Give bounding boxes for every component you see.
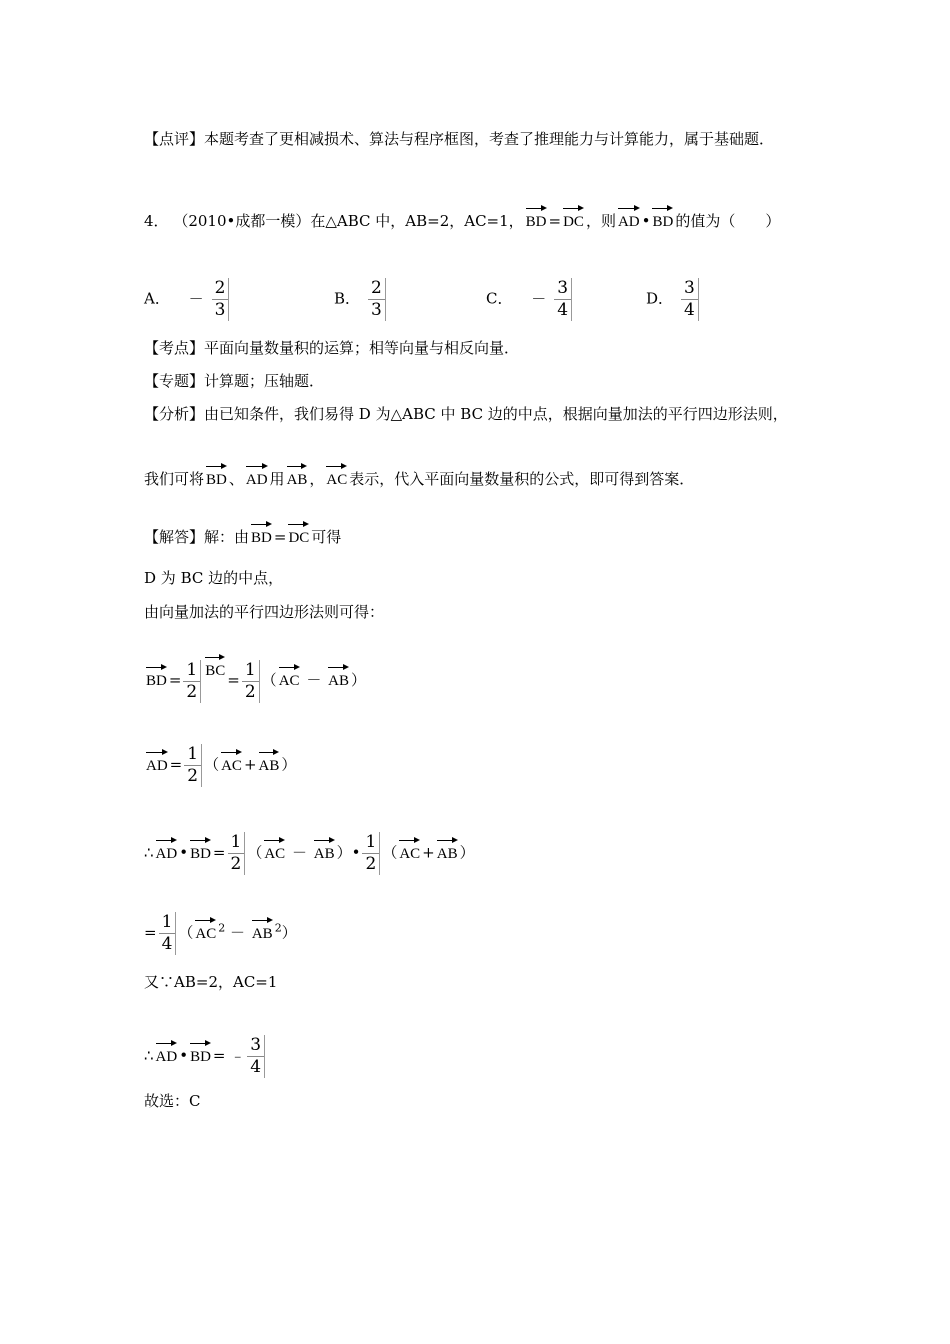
equation-product <box>144 832 475 875</box>
fenxi-text: 我们可将 <box>144 470 205 488</box>
option-d[interactable] <box>646 278 701 321</box>
vector-ac: AC <box>279 665 300 691</box>
right-paren: ） <box>281 755 297 774</box>
option-c[interactable] <box>486 278 574 321</box>
jieda-line <box>144 522 341 548</box>
option-letter: C． <box>486 289 513 308</box>
question-stem-b: ，则 <box>585 212 616 230</box>
option-fraction: $\frac{3}{4}$ <box>681 278 699 321</box>
option-fraction: $\frac{2}{3}$ <box>368 278 386 321</box>
fraction-quarter: $\frac{1}{4}$ <box>159 912 177 955</box>
right-paren: ） <box>281 923 297 942</box>
vector-bd: BD <box>190 1041 211 1067</box>
fraction-half: $\frac{1}{2}$ <box>228 832 246 875</box>
given-line <box>144 972 277 992</box>
square-exponent: 2 <box>274 921 282 935</box>
answer-line: 故选：C <box>144 1092 201 1110</box>
zhuanti-line <box>144 371 324 391</box>
plus-sign: + <box>243 755 257 774</box>
therefore-sign: ∴ <box>144 843 154 862</box>
vector-ad: AD <box>156 838 178 864</box>
fenxi-text: ， <box>309 470 325 488</box>
left-paren: （ <box>382 843 398 862</box>
vector-ab: AB <box>259 750 280 776</box>
vector-ac: AC <box>326 464 347 490</box>
given-text: AB=2，AC=1 <box>174 973 278 991</box>
left-paren: （ <box>247 843 263 862</box>
kaodian-text: 平面向量数量积的运算；相等向量与相反向量． <box>204 339 520 357</box>
option-fraction: $\frac{3}{4}$ <box>554 278 572 321</box>
equals-sign: = <box>273 528 287 546</box>
comment-label: 【点评】 <box>144 130 205 148</box>
vector-ac: AC <box>195 918 216 944</box>
equals-sign: = <box>212 843 226 862</box>
fenxi-text: 用 <box>269 470 285 488</box>
left-paren: （ <box>178 923 194 942</box>
option-letter: A． <box>144 289 170 308</box>
option-letter: D． <box>646 289 674 308</box>
vector-ad: AD <box>618 206 640 232</box>
equals-sign: = <box>168 671 182 689</box>
vector-bd: BD <box>190 838 211 864</box>
left-paren: （ <box>261 671 277 689</box>
question-source: （2010•成都一模） <box>173 212 311 230</box>
vector-ab: AB <box>287 464 308 490</box>
equation-bd <box>144 655 366 703</box>
right-paren: ） <box>350 671 366 689</box>
equals-sign: = <box>548 212 562 230</box>
fraction-half: $\frac{1}{2}$ <box>242 660 260 703</box>
fenxi-line-2 <box>144 464 694 490</box>
dot-sign: • <box>179 843 189 862</box>
fenxi-label: 【分析】 <box>144 405 205 423</box>
right-paren: ） <box>459 843 475 862</box>
option-sign: － <box>531 289 547 308</box>
vector-ad: AD <box>146 750 168 776</box>
vector-bd: BD <box>206 464 227 490</box>
option-letter: B． <box>334 289 361 308</box>
dot-sign: • <box>641 212 651 230</box>
fenxi-text: 由已知条件，我们易得 D 为△ABC 中 BC 边的中点，根据向量加法的平行四边形法则， <box>204 405 788 423</box>
vector-ab: AB <box>314 838 335 864</box>
minus-sign: － <box>230 923 246 942</box>
fraction-three-quarters: $\frac{3}{4}$ <box>247 1035 265 1078</box>
vector-dc: DC <box>288 522 309 548</box>
therefore-sign: ∴ <box>144 1046 154 1065</box>
given-prefix: 又∵ <box>144 973 175 991</box>
jieda-text: 可得 <box>311 528 342 546</box>
fraction-half: $\frac{1}{2}$ <box>362 832 380 875</box>
fraction-half: $\frac{1}{2}$ <box>184 744 202 787</box>
vector-ab: AB <box>328 665 349 691</box>
option-a[interactable] <box>144 278 231 321</box>
minus-sign: － <box>306 671 322 689</box>
jieda-label: 【解答】 <box>144 528 205 546</box>
question-number: 4． <box>144 212 169 230</box>
question-stem-a: 在△ABC 中，AB=2，AC=1， <box>310 212 524 230</box>
option-sign: － <box>188 289 204 308</box>
vector-bc: BC <box>205 655 225 681</box>
vector-ad: AD <box>156 1041 178 1067</box>
equation-squares <box>144 912 297 955</box>
equals-sign: = <box>227 671 240 689</box>
question-stem <box>144 206 780 232</box>
equation-result <box>144 1035 267 1078</box>
equals-sign: = <box>144 923 157 942</box>
dot-sign: • <box>351 843 361 862</box>
fenxi-line <box>144 404 788 424</box>
jieda-line-3: 由向量加法的平行四边形法则可得： <box>144 603 385 621</box>
left-paren: （ <box>204 755 220 774</box>
vector-ac: AC <box>399 838 420 864</box>
zhuanti-text: 计算题；压轴题． <box>204 372 325 390</box>
vector-ad: AD <box>246 464 268 490</box>
comment-text: 本题考查了更相减损术、算法与程序框图，考查了推理能力与计算能力，属于基础题． <box>204 130 775 148</box>
comment-line <box>144 129 774 149</box>
vector-bd: BD <box>652 206 673 232</box>
vector-ab: AB <box>252 918 273 944</box>
zhuanti-label: 【专题】 <box>144 372 205 390</box>
square-exponent: 2 <box>218 921 226 935</box>
vector-ac: AC <box>221 750 242 776</box>
jieda-text: 解：由 <box>204 528 250 546</box>
vector-ac: AC <box>264 838 285 864</box>
fraction-half: $\frac{1}{2}$ <box>183 660 201 703</box>
option-fraction: $\frac{2}{3}$ <box>212 278 230 321</box>
right-paren: ） <box>336 843 352 862</box>
vector-bd: BD <box>526 206 547 232</box>
vector-dc: DC <box>563 206 584 232</box>
fenxi-text: 、 <box>228 470 244 488</box>
question-stem-c: 的值为（ ） <box>675 212 781 230</box>
equals-sign: = <box>169 755 183 774</box>
vector-bd: BD <box>251 522 272 548</box>
vector-ab: AB <box>437 838 458 864</box>
jieda-line-2: D 为 BC 边的中点， <box>144 569 284 587</box>
plus-sign: + <box>422 843 435 862</box>
dot-sign: • <box>179 1046 189 1065</box>
kaodian-label: 【考点】 <box>144 339 205 357</box>
equals-minus: = ﹣ <box>212 1046 246 1065</box>
fenxi-text: 表示，代入平面向量数量积的公式，即可得到答案． <box>349 470 695 488</box>
vector-bd: BD <box>146 665 167 691</box>
equation-ad <box>144 744 296 787</box>
option-b[interactable] <box>334 278 388 321</box>
kaodian-line <box>144 338 519 358</box>
minus-sign: － <box>291 843 307 862</box>
